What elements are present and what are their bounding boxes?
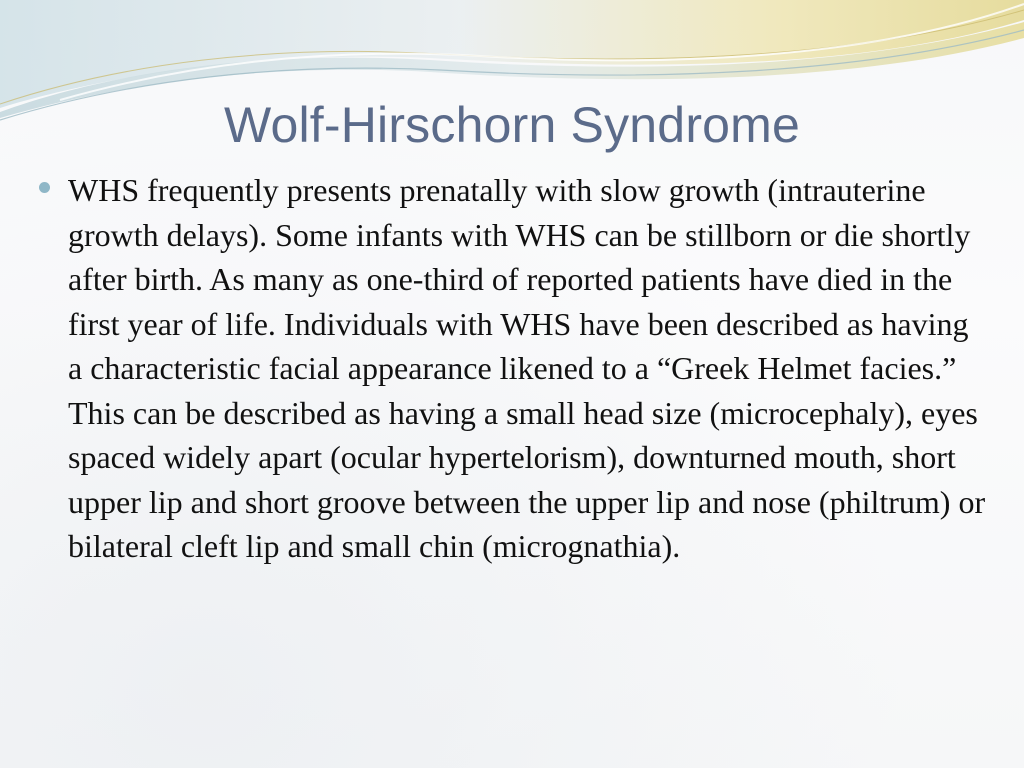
bullet-text: WHS frequently presents prenatally with slow growth (intrauterine growth delays). Some infants with WHS can be stillborn or die shortly after birth. As many as one-third of reported patients have died in the first year of life. Individuals with WHS have been described as having a characteristic facial appearance likened to a “Greek Helmet facies.” This can be described as having a small head size (microcephaly), eyes spaced widely apart (ocular hypertelorism), downturned mouth, short upper lip and short groove between the upper lip and nose (philtrum) or bilateral cleft lip and small chin (micrognathia). [68, 172, 986, 564]
bullet-dot-icon [39, 182, 50, 193]
bullet-item [38, 168, 988, 569]
slide-title: Wolf-Hirschorn Syndrome [223, 97, 801, 153]
slide-body [38, 168, 988, 569]
